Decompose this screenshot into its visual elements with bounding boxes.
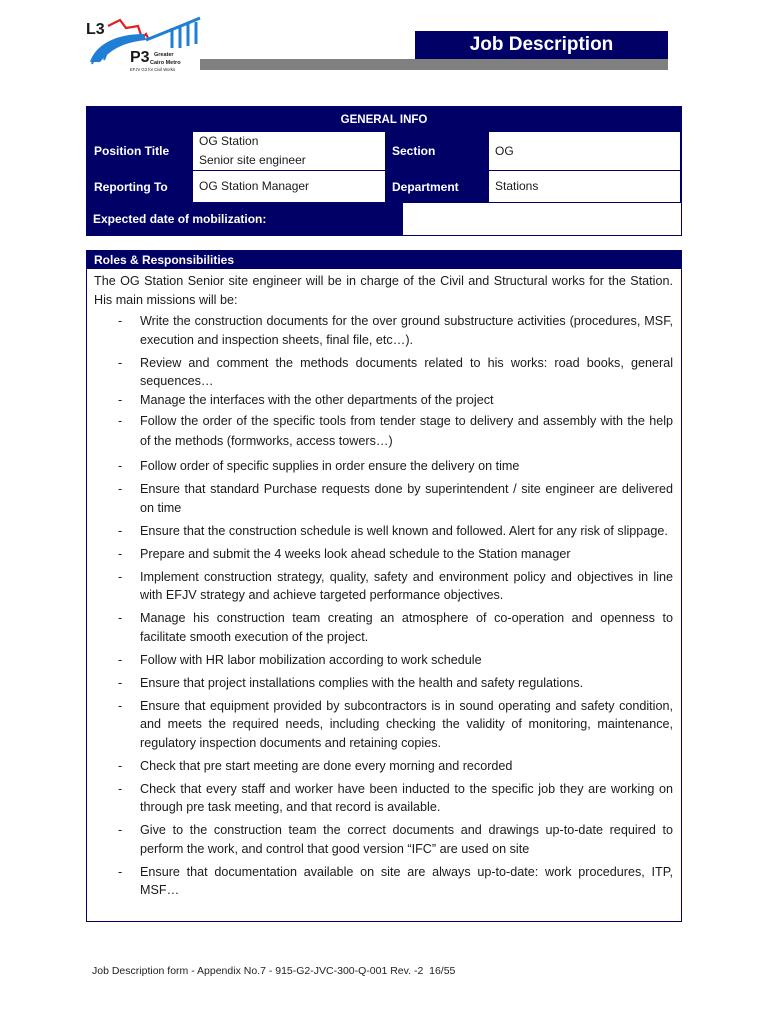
- list-item: - Ensure that the construction schedule is well known and followed. Alert for any risk of slippage.: [118, 523, 668, 538]
- svg-text:Greater: Greater: [154, 52, 174, 58]
- department-label: Department: [386, 171, 489, 203]
- list-item: - Check that every staff and worker have been inducted to the specific job they are working on through pre task meeting, and that record is available.: [118, 781, 673, 814]
- reporting-to-label: Reporting To: [88, 171, 193, 203]
- reporting-to-value: OG Station Manager: [193, 171, 386, 203]
- list-item: - Write the construction documents for the over ground substructure activities (procedures, MSF, execution and inspection sheets, final file, etc…).: [118, 314, 673, 347]
- mobilization-date-label: Expected date of mobilization:: [87, 203, 403, 235]
- roles-heading: Roles & Responsibilities: [87, 251, 681, 269]
- svg-text:EFJV G3 for Civil Works: EFJV G3 for Civil Works: [130, 67, 176, 72]
- list-item: - Follow order of specific supplies in order ensure the delivery on time: [118, 459, 520, 473]
- position-title-line2: Senior site engineer: [199, 153, 306, 167]
- title-divider-bar: [200, 59, 668, 70]
- list-item: - Review and comment the methods documents related to his works: road books, general sequences…: [118, 355, 673, 388]
- general-info-heading: GENERAL INFO: [88, 108, 681, 132]
- footer-form-reference: Job Description form - Appendix No.7 - 915-G2-JVC-300-Q-001 Rev. -2: [92, 965, 424, 977]
- svg-text:Cairo Metro: Cairo Metro: [150, 60, 181, 66]
- list-item: - Ensure that standard Purchase requests done by superintendent / site engineer are delivered on time: [118, 482, 673, 515]
- footer-page-number: 16/55: [429, 965, 456, 977]
- position-title-line1: OG Station: [199, 134, 259, 148]
- page-footer: [92, 965, 455, 977]
- mobilization-date-value: [403, 203, 681, 235]
- company-logo: [86, 14, 216, 74]
- page-title: Job Description: [415, 31, 668, 59]
- list-item: - Check that pre start meeting are done every morning and recorded: [118, 758, 513, 773]
- svg-text:L3: L3: [86, 21, 105, 38]
- list-item: - Prepare and submit the 4 weeks look ahead schedule to the Station manager: [118, 546, 571, 561]
- svg-text:P3: P3: [130, 49, 150, 66]
- metro-logo-graphic: [86, 14, 216, 74]
- list-item: - Ensure that project installations complies with the health and safety regulations.: [118, 675, 584, 690]
- list-item: - Implement construction strategy, quality, safety and environment policy and objectives in line with EFJV strategy and achieve targeted performance objectives.: [118, 569, 673, 602]
- list-item: - Follow the order of the specific tools from tender stage to delivery and assembly with the help of the methods (formworks, access towers…): [118, 414, 673, 448]
- section-value: OG: [489, 132, 681, 171]
- list-item: - Manage his construction team creating an atmosphere of co-operation and openness to facilitate smooth execution of the project.: [118, 611, 673, 644]
- position-title-value: [193, 132, 386, 171]
- roles-responsibilities-section: [86, 250, 682, 922]
- roles-intro: The OG Station Senior site engineer will be in charge of the Civil and Structural works for the Station. His main missions will be:: [94, 274, 673, 307]
- list-item: - Manage the interfaces with the other departments of the project: [118, 392, 494, 407]
- general-info-table: [86, 106, 682, 236]
- list-item: - Follow with HR labor mobilization according to work schedule: [118, 652, 482, 667]
- position-title-label: Position Title: [88, 132, 193, 171]
- list-item: - Give to the construction team the correct documents and drawings up-to-date required to perform the work, and control that good version “IFC” are used on site: [118, 823, 673, 856]
- list-item: - Ensure that equipment provided by subcontractors is in sound operating and safety condition, and meets the required needs, including checking the validity of monitoring, maintenance, regulatory inspection documents and retaining copies.: [118, 698, 673, 750]
- section-label: Section: [386, 132, 489, 171]
- department-value: Stations: [489, 171, 681, 203]
- list-item: - Ensure that documentation available on site are always up-to-date: work procedures, ITP, MSF…: [118, 864, 673, 897]
